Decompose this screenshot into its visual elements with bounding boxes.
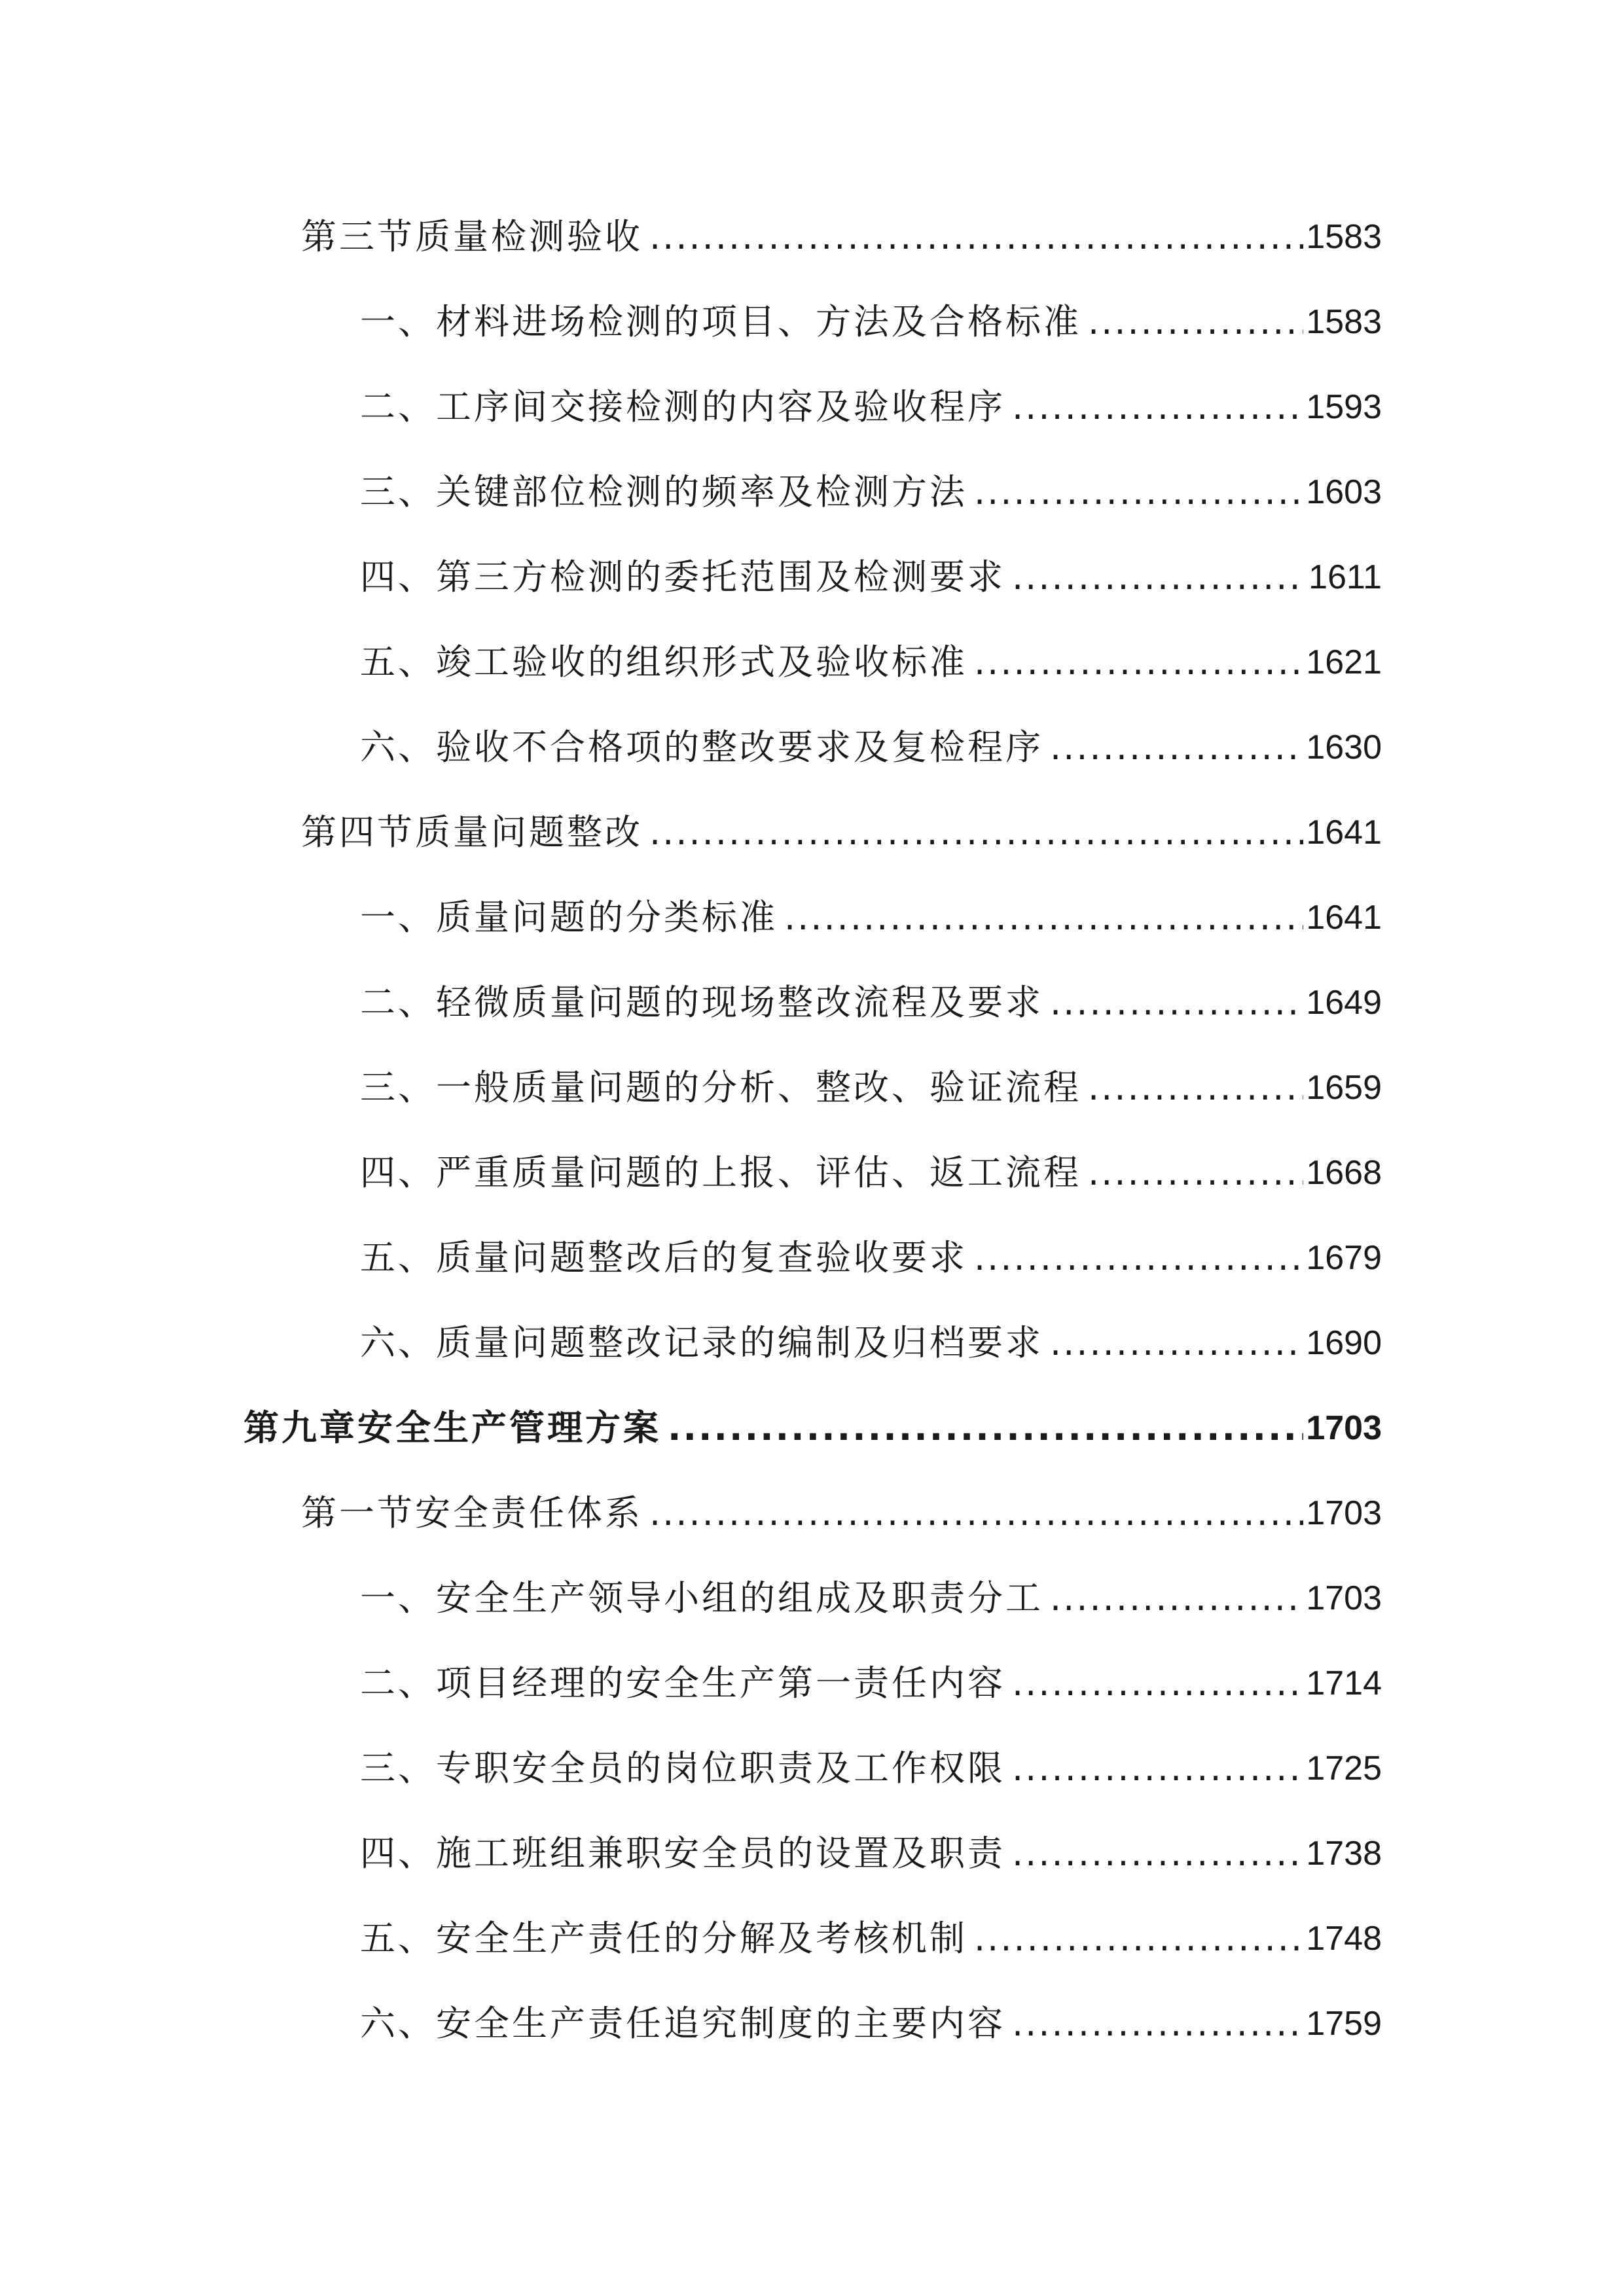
- toc-entry[interactable]: [360, 381, 1382, 433]
- toc-entry-page: 1593: [1306, 388, 1382, 426]
- toc-entry[interactable]: [360, 296, 1382, 348]
- toc-entry[interactable]: [360, 1572, 1382, 1624]
- toc-entry[interactable]: [360, 1232, 1382, 1284]
- toc-entry[interactable]: [360, 1827, 1382, 1880]
- toc-entry-page: 1641: [1306, 899, 1382, 937]
- dot-leader: [1012, 381, 1303, 433]
- toc-entry-title: 四、第三方检测的委托范围及检测要求: [360, 556, 1005, 598]
- toc-entry-title: 三、专职安全员的岗位职责及工作权限: [360, 1748, 1005, 1789]
- dot-leader: [1050, 977, 1303, 1029]
- toc-entry-page: 1611: [1308, 558, 1382, 596]
- toc-entry-title: 六、验收不合格项的整改要求及复检程序: [360, 726, 1043, 768]
- dot-leader: [1088, 1147, 1303, 1199]
- toc-entry-title: 六、质量问题整改记录的编制及归档要求: [360, 1322, 1043, 1363]
- toc-entry[interactable]: [360, 1147, 1382, 1199]
- toc-entry[interactable]: [360, 466, 1382, 518]
- toc-entry-page: 1583: [1306, 303, 1382, 341]
- dot-leader: [974, 636, 1303, 689]
- dot-leader: [1088, 296, 1303, 348]
- dot-leader: [1012, 551, 1306, 603]
- toc-entry-title: 第九章安全生产管理方案: [244, 1407, 661, 1448]
- toc-entry-page: 1690: [1306, 1324, 1382, 1362]
- dot-leader: [784, 891, 1303, 944]
- toc-entry-page: 1603: [1306, 473, 1382, 511]
- toc-entry-title: 第三节质量检测验收: [301, 216, 643, 257]
- dot-leader: [1050, 1317, 1303, 1369]
- dot-leader: [974, 466, 1303, 518]
- toc-entry-title: 三、关键部位检测的频率及检测方法: [360, 471, 967, 512]
- dot-leader: [1012, 1827, 1303, 1880]
- dot-leader: [974, 1232, 1303, 1284]
- dot-leader: [1050, 1572, 1303, 1624]
- toc-entry-title: 六、安全生产责任追究制度的主要内容: [360, 2003, 1005, 2044]
- toc-entry-page: 1659: [1306, 1069, 1382, 1107]
- toc-entry-page: 1703: [1306, 1409, 1382, 1447]
- toc-entry-page: 1703: [1306, 1494, 1382, 1532]
- toc-entry-title: 三、一般质量问题的分析、整改、验证流程: [360, 1067, 1081, 1108]
- toc-entry-title: 四、严重质量问题的上报、评估、返工流程: [360, 1152, 1081, 1193]
- toc-entry-page: 1649: [1306, 984, 1382, 1022]
- dot-leader: [668, 1402, 1303, 1454]
- toc-entry-title: 四、施工班组兼职安全员的设置及职责: [360, 1833, 1005, 1874]
- toc-entry-page: 1641: [1306, 814, 1382, 852]
- toc-entry-title: 二、项目经理的安全生产第一责任内容: [360, 1662, 1005, 1704]
- toc-entry[interactable]: [360, 551, 1382, 603]
- toc-entry-page: 1703: [1306, 1579, 1382, 1617]
- toc-entry-page: 1738: [1306, 1835, 1382, 1873]
- toc-entry-page: 1621: [1306, 643, 1382, 681]
- toc-entry[interactable]: [360, 1998, 1382, 2050]
- toc-entry-title: 五、质量问题整改后的复查验收要求: [360, 1237, 967, 1278]
- toc-entry-page: 1630: [1306, 728, 1382, 766]
- dot-leader: [1012, 1657, 1303, 1710]
- toc-entry-page: 1583: [1306, 218, 1382, 256]
- toc-entry-chapter[interactable]: [244, 1402, 1382, 1454]
- toc-entry[interactable]: [301, 1487, 1382, 1539]
- toc-entry-title: 二、轻微质量问题的现场整改流程及要求: [360, 982, 1043, 1023]
- dot-leader: [1012, 1742, 1303, 1795]
- toc-entry-title: 一、质量问题的分类标准: [360, 897, 778, 938]
- toc-entry[interactable]: [301, 211, 1382, 263]
- toc-entry-title: 第一节安全责任体系: [301, 1492, 643, 1534]
- dot-leader: [1088, 1062, 1303, 1114]
- toc-entry[interactable]: [301, 806, 1382, 859]
- toc-entry[interactable]: [360, 1657, 1382, 1710]
- dot-leader: [649, 211, 1303, 263]
- toc-entry[interactable]: [360, 721, 1382, 774]
- toc-entry[interactable]: [360, 1742, 1382, 1795]
- toc-entry-page: 1679: [1306, 1239, 1382, 1277]
- toc-entry-page: 1714: [1306, 1664, 1382, 1702]
- toc-entry[interactable]: [360, 1062, 1382, 1114]
- toc-entry-page: 1725: [1306, 1749, 1382, 1787]
- toc-entry-title: 一、安全生产领导小组的组成及职责分工: [360, 1577, 1043, 1619]
- toc-entry-title: 一、材料进场检测的项目、方法及合格标准: [360, 301, 1081, 342]
- dot-leader: [1012, 1998, 1303, 2050]
- toc-entry-title: 第四节质量问题整改: [301, 812, 643, 853]
- dot-leader: [974, 1912, 1303, 1965]
- toc-entry[interactable]: [360, 891, 1382, 944]
- dot-leader: [649, 1487, 1303, 1539]
- toc-entry-title: 二、工序间交接检测的内容及验收程序: [360, 386, 1005, 427]
- toc-entry-title: 五、安全生产责任的分解及考核机制: [360, 1918, 967, 1959]
- toc-entry-page: 1759: [1306, 2005, 1382, 2043]
- toc-entry[interactable]: [360, 636, 1382, 689]
- toc-entry[interactable]: [360, 1317, 1382, 1369]
- toc-entry[interactable]: [360, 1912, 1382, 1965]
- dot-leader: [649, 806, 1303, 859]
- dot-leader: [1050, 721, 1303, 774]
- toc-entry-page: 1748: [1306, 1920, 1382, 1958]
- toc-entry[interactable]: [360, 977, 1382, 1029]
- toc-entry-page: 1668: [1306, 1154, 1382, 1192]
- toc-entry-title: 五、竣工验收的组织形式及验收标准: [360, 641, 967, 683]
